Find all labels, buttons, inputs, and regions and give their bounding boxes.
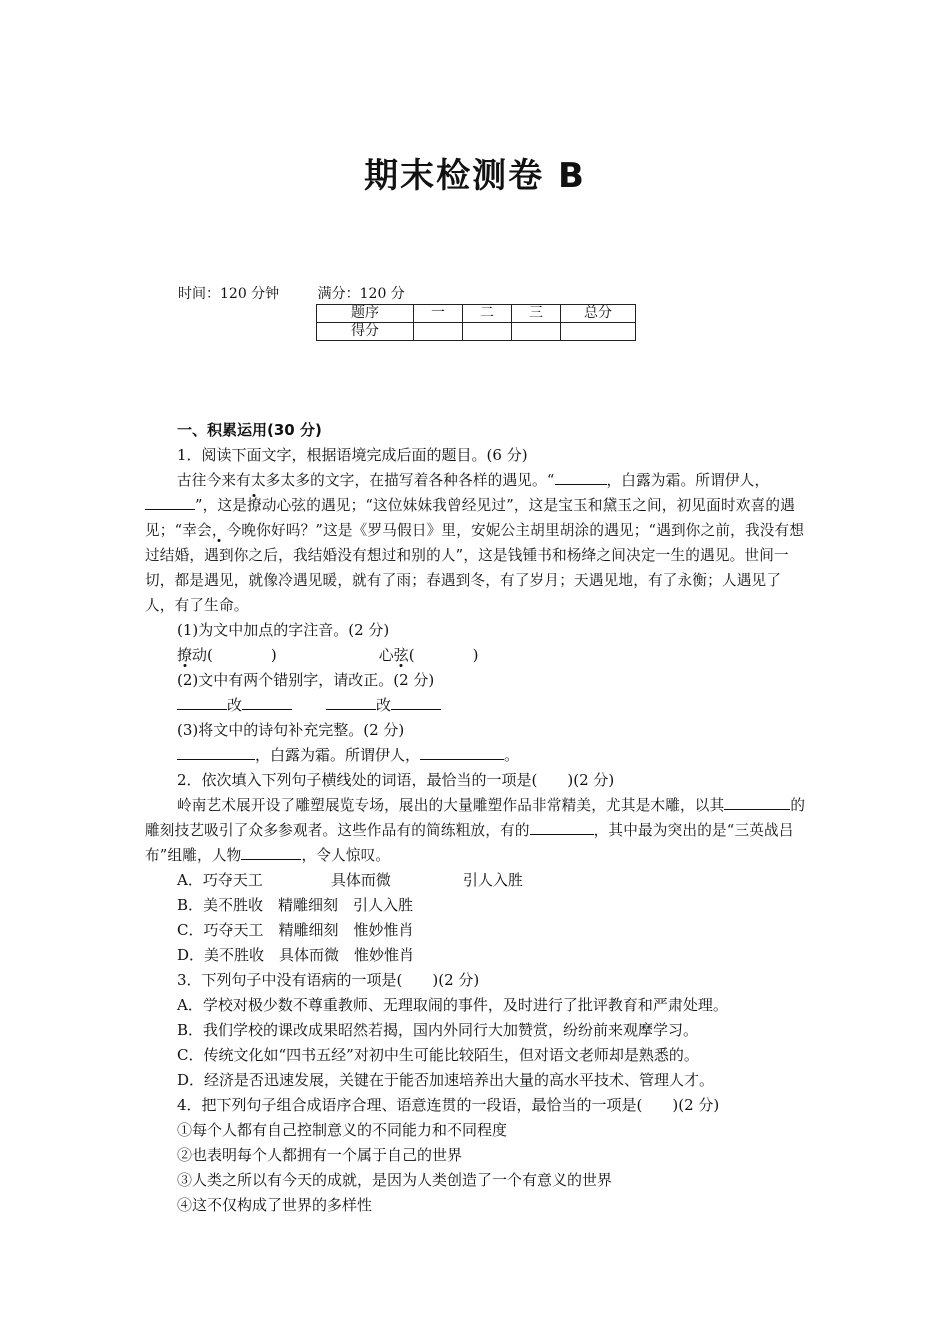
exam-meta (178, 283, 405, 303)
question-stem: 1．阅读下面文字，根据语境完成后面的题目。(6 分) (177, 446, 528, 464)
page-title: 期末检测卷 B (364, 156, 586, 196)
answer-text: 动( (192, 646, 213, 664)
sub-question: (2)文中有两个错别字，请改正。(2 分) (177, 671, 435, 689)
option-a[interactable] (145, 868, 810, 893)
poem-answer-line (145, 743, 810, 768)
answer-text: 改 (227, 696, 243, 714)
score-input-cell[interactable] (414, 323, 463, 341)
correction-answer-line (145, 693, 810, 718)
option-text: A．巧夺天工 (177, 871, 263, 889)
passage-text: 动心弦的遇见；“这位妹妹我曾经见过”，这是宝玉和黛玉之间，初见面时欢喜的遇见；“幸会 (145, 497, 795, 539)
passage-text: 岭南艺术展开设了雕塑展览专场，展出的大量雕塑作品非常精美，尤其是木雕，以其 (177, 797, 725, 814)
passage-text: 今晚你好吗？”这是《罗马假日》里，安妮公主胡里胡涂的遇见；“遇到你之前，我没有想过结婚，遇到你之后，我结婚没有想过和别的人”，这是钱锺书和杨绛之间决定一生的遇见。世间一切，都是遇见，就像冷遇见暖，就有了雨；春遇到冬，有了岁月；天遇见地，有了永衡；人遇见了人，有了生命。 (145, 522, 805, 614)
dotted-character: 撩 (177, 646, 193, 664)
answer-text: ，白露为霜。所谓伊人， (255, 746, 421, 764)
sentence-item: ③人类之所以有今天的成就，是因为人类创造了一个有意义的世界 (177, 1171, 613, 1189)
score-table-score-row (317, 323, 636, 341)
answer-blank[interactable] (391, 693, 441, 710)
exam-time: 时间：120 分钟 (178, 286, 280, 302)
answer-blank[interactable] (724, 793, 790, 810)
answer-text: ) (472, 646, 479, 664)
answer-blank[interactable] (241, 843, 301, 860)
section-heading: 一、积累运用(30 分) (177, 421, 322, 439)
question-stem: 3．下列句子中没有语病的一项是( )(2 分) (177, 971, 480, 989)
sentence-item: ①每个人都有自己控制意义的不同能力和不同程度 (177, 1121, 508, 1139)
dotted-character: 撩 (247, 497, 262, 514)
option-a[interactable]: A．学校对极少数不尊重教师、无理取闹的事件，及时进行了批评教育和严肃处理。 (177, 996, 728, 1014)
answer-blank[interactable] (530, 818, 594, 835)
answer-blank[interactable] (326, 693, 376, 710)
answer-blank[interactable] (242, 693, 292, 710)
passage-text: 的雕刻技艺吸引了众多参观者。这些作品有的简练粗放，有的 (145, 797, 806, 839)
answer-blank[interactable] (420, 743, 504, 760)
exam-content (145, 418, 810, 1218)
answer-blank[interactable] (177, 743, 255, 760)
sub-question: (1)为文中加点的字注音。(2 分) (177, 621, 390, 639)
answer-blank[interactable] (177, 693, 227, 710)
dotted-character: 弦 (393, 646, 409, 664)
answer-text: 改 (376, 696, 392, 714)
option-text: 具体而微 (330, 871, 391, 889)
reading-passage (145, 468, 810, 618)
question-stem: 4．把下列句子组合成语序合理、语意连贯的一段语，最恰当的一项是( )(2 分) (177, 1096, 720, 1114)
score-cell: 题序 (317, 305, 414, 323)
sentence-item: ②也表明每个人都拥有一个属于自己的世界 (177, 1146, 463, 1164)
exam-full-score: 满分：120 分 (317, 286, 405, 302)
score-cell: 一 (414, 305, 463, 323)
option-c[interactable]: C．巧夺天工 精雕细刻 惟妙惟肖 (177, 921, 414, 939)
option-text: 引人入胜 (462, 871, 523, 889)
score-table-header-row (317, 305, 636, 323)
passage-text: 古往今来有太多太多的文字，在描写着各种各样的遇见。“ (177, 472, 555, 489)
pinyin-answer-line (145, 643, 810, 668)
answer-text: ( (408, 646, 415, 664)
answer-blank[interactable] (555, 468, 607, 485)
score-cell: 二 (463, 305, 512, 323)
answer-text: ) (270, 646, 277, 664)
sub-question: (3)将文中的诗句补充完整。(2 分) (177, 721, 405, 739)
score-input-cell[interactable] (463, 323, 512, 341)
answer-text: 心 (378, 646, 394, 664)
score-cell: 得分 (317, 323, 414, 341)
option-b[interactable]: B．我们学校的课改成果昭然若揭，国内外同行大加赞赏，纷纷前来观摩学习。 (177, 1021, 699, 1039)
answer-text: 。 (504, 746, 520, 764)
score-cell: 三 (512, 305, 561, 323)
score-input-cell[interactable] (512, 323, 561, 341)
dotted-character: ， (211, 522, 227, 539)
option-c[interactable]: C．传统文化如“四书五经”对初中生可能比较陌生，但对语文老师却是熟悉的。 (177, 1046, 699, 1064)
option-d[interactable]: D．经济是否迅速发展，关键在于能否加速培养出大量的高水平技术、管理人才。 (177, 1071, 715, 1089)
passage-text: ，白露为霜。所谓伊人， (606, 472, 770, 489)
option-b[interactable]: B．美不胜收 精雕细刻 引人入胜 (177, 896, 414, 914)
question-stem: 2．依次填入下列句子横线处的词语，最恰当的一项是( )(2 分) (177, 771, 615, 789)
sentence-item: ④这不仅构成了世界的多样性 (177, 1196, 373, 1214)
question-passage (145, 793, 810, 868)
passage-text: ，令人惊叹。 (301, 847, 391, 864)
option-d[interactable]: D．美不胜收 具体而微 惟妙惟肖 (177, 946, 415, 964)
score-table (316, 304, 636, 341)
score-input-cell[interactable] (561, 323, 636, 341)
passage-text: ”，这是 (195, 497, 248, 514)
answer-blank[interactable] (145, 493, 195, 510)
score-cell: 总分 (561, 305, 636, 323)
passage-text: ，其中最为突出的是“三英战吕布”组雕，人物 (145, 822, 794, 864)
